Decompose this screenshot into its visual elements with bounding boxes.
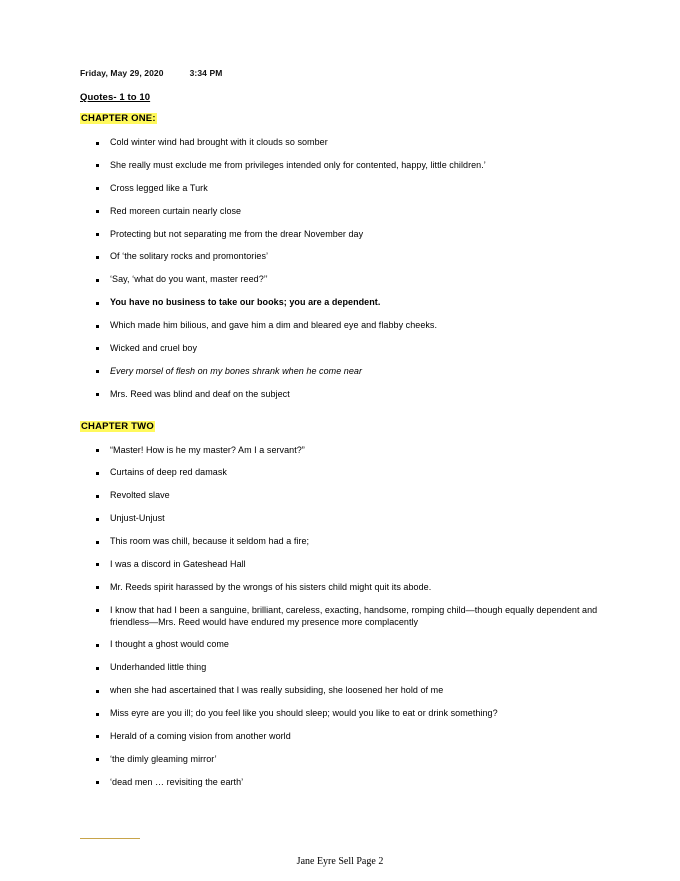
list-item: Which made him bilious, and gave him a dim and bleared eye and flabby cheeks. <box>80 320 605 332</box>
list-item: Revolted slave <box>80 490 605 502</box>
list-item: Mrs. Reed was blind and deaf on the subject <box>80 389 605 401</box>
list-item: She really must exclude me from privileges intended only for contented, happy, little children.’ <box>80 160 605 172</box>
list-item: Every morsel of flesh on my bones shrank when he come near <box>80 366 605 378</box>
list-item: I know that had I been a sanguine, brilliant, careless, exacting, handsome, romping child—though equally dependent and friendless—Mrs. Reed would have endured my presence more complacently <box>80 605 605 629</box>
document-meta <box>80 68 605 78</box>
list-item: Miss eyre are you ill; do you feel like you should sleep; would you like to eat or drink something? <box>80 708 605 720</box>
chapter-two-section <box>80 416 605 789</box>
list-item: ‘dead men … revisiting the earth’ <box>80 777 605 789</box>
list-item: Cold winter wind had brought with it clouds so somber <box>80 137 605 149</box>
chapter-two-quote-list <box>80 445 605 789</box>
list-item: “Master! How is he my master? Am I a servant?” <box>80 445 605 457</box>
chapter-two-heading: CHAPTER TWO <box>81 420 154 432</box>
list-item: I thought a ghost would come <box>80 639 605 651</box>
list-item: This room was chill, because it seldom had a fire; <box>80 536 605 548</box>
list-item: Mr. Reeds spirit harassed by the wrongs of his sisters child might quit its abode. <box>80 582 605 594</box>
document-body <box>80 68 605 791</box>
list-item: ‘the dimly gleaming mirror’ <box>80 754 605 766</box>
list-item: Herald of a coming vision from another world <box>80 731 605 743</box>
meta-time: 3:34 PM <box>189 68 223 78</box>
list-item: Red moreen curtain nearly close <box>80 206 605 218</box>
list-item: I was a discord in Gateshead Hall <box>80 559 605 571</box>
list-item: Cross legged like a Turk <box>80 183 605 195</box>
chapter-one-section <box>80 108 605 401</box>
list-item: Protecting but not separating me from the drear November day <box>80 229 605 241</box>
list-item: Underhanded little thing <box>80 662 605 674</box>
list-item: Unjust-Unjust <box>80 513 605 525</box>
list-item: when she had ascertained that I was really subsiding, she loosened her hold of me <box>80 685 605 697</box>
chapter-one-quote-list <box>80 137 605 401</box>
page-title: Quotes- 1 to 10 <box>80 92 151 103</box>
list-item: Of ‘the solitary rocks and promontories’ <box>80 251 605 263</box>
meta-date: Friday, May 29, 2020 <box>80 68 164 78</box>
footer-divider <box>80 838 140 839</box>
chapter-one-heading: CHAPTER ONE: <box>81 113 156 124</box>
list-item: Curtains of deep red damask <box>80 467 605 479</box>
list-item: You have no business to take our books; you are a dependent. <box>80 297 605 309</box>
list-item: Wicked and cruel boy <box>80 343 605 355</box>
list-item: ‘Say, ‘what do you want, master reed?’’ <box>80 274 605 286</box>
page-footer: Jane Eyre Sell Page 2 <box>296 856 384 867</box>
